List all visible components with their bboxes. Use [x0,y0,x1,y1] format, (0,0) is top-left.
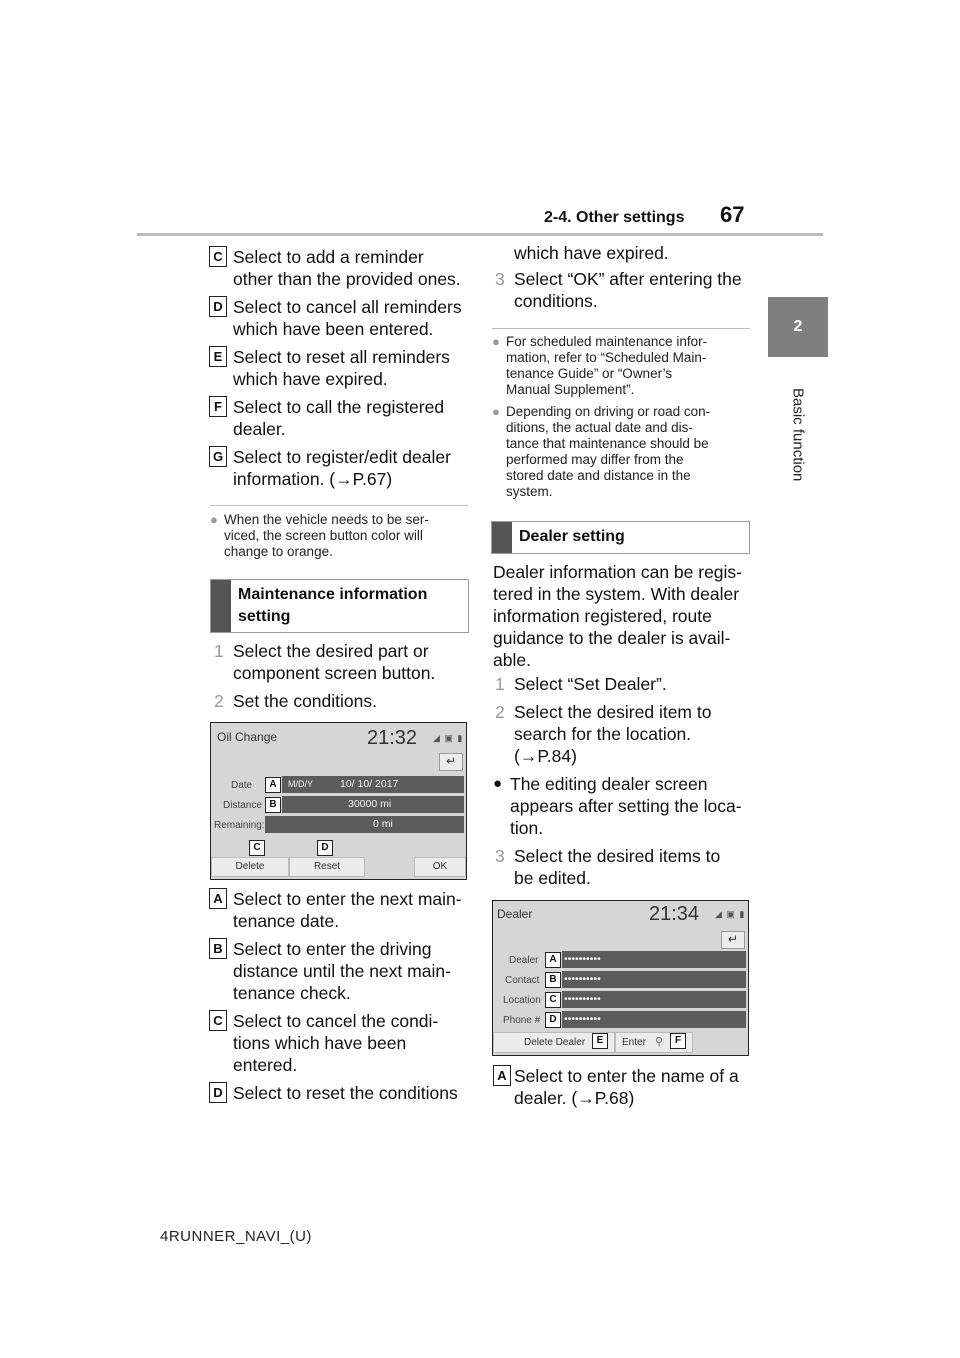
callout-letter: C [209,246,227,267]
item-line: distance until the next main- [233,961,451,981]
callout-letter: F [209,396,227,417]
delete-dealer-label: Delete Dealer [524,1037,586,1048]
para-line: Dealer information can be regis- [493,562,743,582]
bullet-line: appears after setting the loca- [510,796,742,816]
item-line: tenance date. [233,911,340,931]
step-line: Set the conditions. [233,691,377,711]
contact-field[interactable] [562,971,746,988]
note-line: Manual Supplement”. [506,382,635,397]
step-line: conditions. [514,291,598,311]
location-value: •••••••••• [564,993,601,1005]
step-line: Select the desired items to [514,846,721,866]
note-line: tenance Guide” or “Owner’s [506,366,673,381]
date-field[interactable] [282,776,464,793]
row-label-remaining: Remaining: [214,820,265,831]
item-d-cancel-reminders [213,296,462,340]
callout-b: B [545,972,561,988]
date-value: 10/ 10/ 2017 [340,778,399,790]
callout-letter: D [209,1082,227,1103]
maintenance-step-3 [495,268,742,312]
step-number: 3 [495,269,505,289]
callout-a: A [265,777,281,793]
maintenance-step-2 [214,690,377,712]
row-label-phone: Phone # [503,1015,541,1026]
para-line: guidance to the dealer is avail- [493,628,731,648]
header-rule [137,233,823,236]
item-e-reset-reminders [213,346,450,390]
step-line: Select the desired item to [514,702,712,722]
dealer-step-1 [495,673,667,695]
para-line: tered in the system. With dealer [493,584,740,604]
bullet-line: The editing dealer screen [510,774,708,794]
page-number: 67 [720,202,745,227]
item-line: Select to enter the name of a [514,1066,739,1086]
note-button-color [210,512,429,560]
callout-letter: D [209,296,227,317]
note-line: change to orange. [224,544,333,559]
screen-clock: 21:32 [367,727,418,749]
callout-c: C [545,992,561,1008]
item-line: Select to cancel all reminders [233,297,462,317]
item-g-edit-dealer [212,446,451,490]
step-number: 3 [495,846,505,866]
note-line: viced, the screen button color will [224,528,423,543]
note-bullet-icon: ● [492,404,500,419]
item-line: entered. [233,1055,298,1075]
callout-e: E [592,1033,608,1049]
note-bullet-icon: ● [210,512,218,527]
step-line: Select “Set Dealer”. [514,674,667,694]
heading-line: Dealer setting [519,528,625,545]
step-line: Select “OK” after entering the [514,269,742,289]
heading-bar [492,522,512,553]
callout-b: B [265,797,281,813]
row-label-date: Date [231,780,253,791]
item-c-add-reminder [213,246,461,290]
callout-d: D [317,840,333,856]
item-line: Select to call the registered [233,397,445,417]
chapter-tab-label [768,370,828,500]
dealer-step-2 [495,701,712,767]
step-number: 1 [214,641,224,661]
chapter-label: Basic function [789,388,807,482]
callout-f: F [670,1033,686,1049]
note-line: tance that maintenance should be [506,436,709,451]
maintenance-step-1 [214,640,436,684]
note-line: performed may differ from the [506,452,684,467]
dealer-name-value: •••••••••• [564,953,601,965]
item-c-cancel-conditions [213,1010,439,1076]
note-line: system. [506,484,553,499]
item-line: Select to cancel the condi- [233,1011,439,1031]
row-label-distance: Distance [223,800,262,811]
item-line: dealer. (→P.68) [514,1088,635,1108]
location-field[interactable] [562,991,746,1008]
note-bullet-icon: ● [492,334,500,349]
step-line: search for the location. [514,724,692,744]
note-rule [210,505,468,506]
note-driving-conditions [492,404,711,500]
item-line: tenance check. [233,983,351,1003]
screen-title: Dealer [497,907,533,921]
dealer-name-field[interactable] [562,951,746,968]
item-a-next-date [213,888,462,932]
continued-text: which have expired. [514,243,669,263]
screen-title: Oil Change [217,730,278,744]
manual-code: 4RUNNER_NAVI_(U) [160,1228,312,1245]
note-line: When the vehicle needs to be ser- [224,512,429,527]
item-line: which have expired. [233,369,388,389]
item-b-driving-distance [213,938,451,1004]
item-d-reset-conditions [213,1082,458,1104]
back-icon[interactable]: ↵ [439,753,463,771]
back-icon[interactable]: ↵ [721,931,745,949]
step-line: Select the desired part or [233,641,429,661]
dealer-heading [491,521,750,554]
callout-letter: A [209,888,227,909]
status-icons: ◢ ▣ ▮ [433,733,464,743]
location-pin-icon: ⚲ [655,1036,664,1048]
callout-c: C [249,840,265,856]
row-label-dealer: Dealer [509,955,539,966]
heading-line: setting [238,608,291,625]
note-line: ditions, the actual date and dis- [506,420,693,435]
maintenance-heading [210,579,469,633]
dealer-intro [493,561,742,671]
dealer-bullet [493,773,742,839]
screen-clock: 21:34 [649,903,700,925]
distance-field[interactable] [282,796,464,813]
heading-bar [211,580,231,632]
callout-d: D [545,1012,561,1028]
item-line: which have been entered. [233,319,434,339]
item-line: information. (→P.67) [233,469,393,489]
item-line: Select to register/edit dealer [233,447,451,467]
callout-letter: A [493,1065,511,1086]
para-line: able. [493,650,531,670]
oil-change-screenshot [210,722,467,880]
step-number: 2 [214,691,224,711]
note-line: mation, refer to “Scheduled Main- [506,350,707,365]
row-label-contact: Contact [505,975,540,986]
step-number: 1 [495,674,505,694]
contact-value: •••••••••• [564,973,601,985]
item-line: dealer. [233,419,286,439]
row-label-location: Location [503,995,541,1006]
dealer-step-3 [495,845,721,889]
chapter-number: 2 [793,318,803,335]
section-title: 2-4. Other settings [544,209,685,226]
bullet-icon: ● [493,775,503,792]
callout-letter: G [209,446,227,467]
step-line: (→P.84) [514,746,577,766]
reset-button[interactable]: Reset [289,857,365,877]
note-rule [492,328,750,329]
item-line: tions which have been [233,1033,407,1053]
note-line: Depending on driving or road con- [506,404,711,419]
note-line: stored date and distance in the [506,468,691,483]
note-line: For scheduled maintenance infor- [506,334,708,349]
date-format: M/D/Y [288,779,314,789]
callout-letter: C [209,1010,227,1031]
item-f-call-dealer [214,396,445,440]
callout-a: A [545,952,561,968]
item-a-dealer-name [497,1065,739,1109]
bullet-line: tion. [510,818,544,838]
item-line: Select to reset the conditions [233,1083,458,1103]
callout-letter: E [209,346,227,367]
step-line: be edited. [514,868,591,888]
item-line: Select to enter the next main- [233,889,462,909]
item-line: other than the provided ones. [233,269,461,289]
enter-label: Enter [622,1037,646,1048]
chapter-tab [768,297,828,357]
delete-button[interactable]: Delete [211,857,289,877]
step-number: 2 [495,702,505,722]
item-line: Select to reset all reminders [233,347,450,367]
callout-letter: B [209,938,227,959]
phone-value: •••••••••• [564,1013,601,1025]
status-icons: ◢ ▣ ▮ [715,909,746,919]
item-line: Select to add a reminder [233,247,424,267]
note-scheduled-maintenance [492,334,708,398]
step-line: component screen button. [233,663,436,683]
distance-value: 30000 mi [348,798,392,810]
para-line: information registered, route [493,606,712,626]
heading-line: Maintenance information [238,586,428,603]
remaining-field [265,816,464,833]
dealer-screenshot [492,900,749,1056]
ok-button[interactable]: OK [414,857,466,877]
phone-field[interactable] [562,1011,746,1028]
item-line: Select to enter the driving [233,939,432,959]
remaining-value: 0 mi [373,818,393,830]
